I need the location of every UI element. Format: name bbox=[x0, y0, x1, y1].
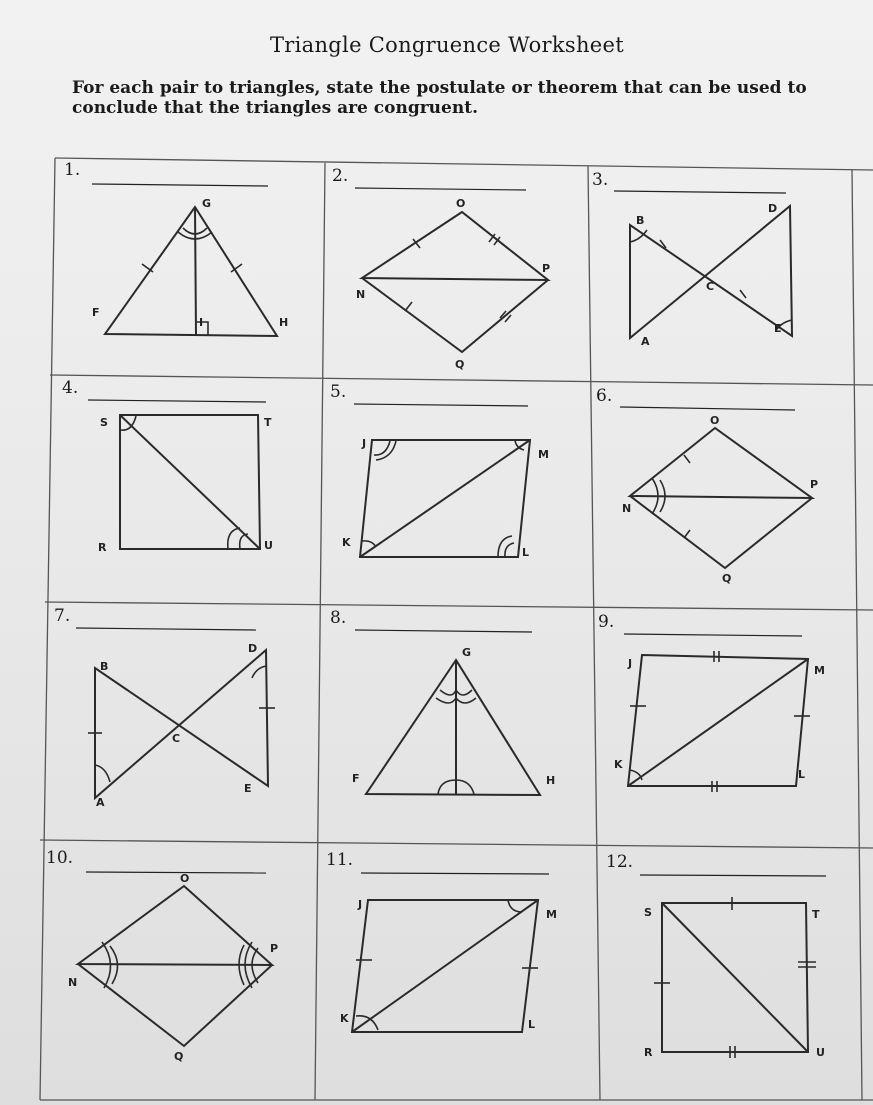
point-label: T bbox=[812, 908, 820, 921]
problem-number: 8. bbox=[330, 608, 347, 628]
problem-number: 11. bbox=[326, 850, 354, 870]
figure-12 bbox=[644, 897, 825, 1059]
point-label: O bbox=[180, 872, 190, 885]
problem-number: 12. bbox=[606, 852, 634, 872]
point-label: M bbox=[814, 664, 825, 677]
point-label: P bbox=[810, 478, 819, 491]
point-label: N bbox=[356, 288, 366, 301]
point-label: G bbox=[202, 197, 212, 210]
point-label: Q bbox=[455, 358, 465, 371]
point-label: C bbox=[706, 280, 715, 293]
point-label: B bbox=[636, 214, 645, 227]
point-label: R bbox=[644, 1046, 653, 1059]
point-label: A bbox=[641, 335, 650, 348]
point-label: M bbox=[546, 908, 557, 921]
figure-8 bbox=[352, 646, 555, 795]
figure-9 bbox=[614, 651, 825, 792]
point-label: O bbox=[456, 197, 466, 210]
figure-5 bbox=[342, 437, 549, 559]
point-label: F bbox=[92, 306, 100, 319]
point-label: N bbox=[68, 976, 78, 989]
problem-number: 9. bbox=[598, 612, 615, 632]
point-label: O bbox=[710, 414, 720, 427]
point-label: L bbox=[798, 768, 806, 781]
figure-1 bbox=[92, 197, 288, 336]
point-label: P bbox=[542, 262, 551, 275]
point-label: N bbox=[622, 502, 632, 515]
problem-number: 5. bbox=[330, 382, 347, 402]
figure-2 bbox=[356, 197, 550, 371]
point-label: K bbox=[342, 536, 351, 549]
point-label: L bbox=[522, 546, 530, 559]
point-label: E bbox=[244, 782, 252, 795]
point-label: J bbox=[358, 898, 363, 911]
point-label: P bbox=[270, 942, 279, 955]
point-label: U bbox=[264, 539, 273, 552]
figure-7 bbox=[88, 642, 275, 809]
problem-number: 2. bbox=[332, 166, 349, 186]
figure-4 bbox=[98, 415, 273, 554]
point-label: G bbox=[462, 646, 472, 659]
point-label: F bbox=[352, 772, 360, 785]
point-label: J bbox=[362, 437, 367, 450]
point-label: Q bbox=[722, 572, 732, 585]
point-label: I bbox=[199, 316, 204, 329]
point-label: Q bbox=[174, 1050, 184, 1063]
point-label: R bbox=[98, 541, 107, 554]
point-label: K bbox=[340, 1012, 349, 1025]
figure-6 bbox=[622, 414, 818, 585]
point-label: L bbox=[528, 1018, 536, 1031]
problem-number: 4. bbox=[62, 378, 79, 398]
point-label: D bbox=[768, 202, 778, 215]
worksheet-title: Triangle Congruence Worksheet bbox=[270, 33, 624, 57]
point-label: B bbox=[100, 660, 109, 673]
problem-number: 3. bbox=[592, 170, 609, 190]
point-label: D bbox=[248, 642, 258, 655]
point-label: S bbox=[644, 906, 652, 919]
point-label: T bbox=[264, 416, 272, 429]
figure-3 bbox=[630, 202, 792, 348]
figure-10 bbox=[68, 872, 278, 1063]
problem-number: 10. bbox=[46, 848, 74, 868]
point-label: H bbox=[546, 774, 556, 787]
point-label: K bbox=[614, 758, 623, 771]
figure-11 bbox=[340, 898, 557, 1032]
point-label: J bbox=[628, 657, 633, 670]
problem-number: 1. bbox=[64, 160, 81, 180]
problem-number: 7. bbox=[54, 606, 71, 626]
point-label: M bbox=[538, 448, 549, 461]
point-label: H bbox=[279, 316, 289, 329]
point-label: S bbox=[100, 416, 108, 429]
point-label: A bbox=[96, 796, 105, 809]
point-label: E bbox=[774, 322, 782, 335]
instructions-text: For each pair to triangles, state the postulate or theorem that can be used to conclude that the triangles are congruent. bbox=[72, 78, 807, 118]
point-label: U bbox=[816, 1046, 825, 1059]
point-label: C bbox=[172, 732, 181, 745]
problem-number: 6. bbox=[596, 386, 613, 406]
